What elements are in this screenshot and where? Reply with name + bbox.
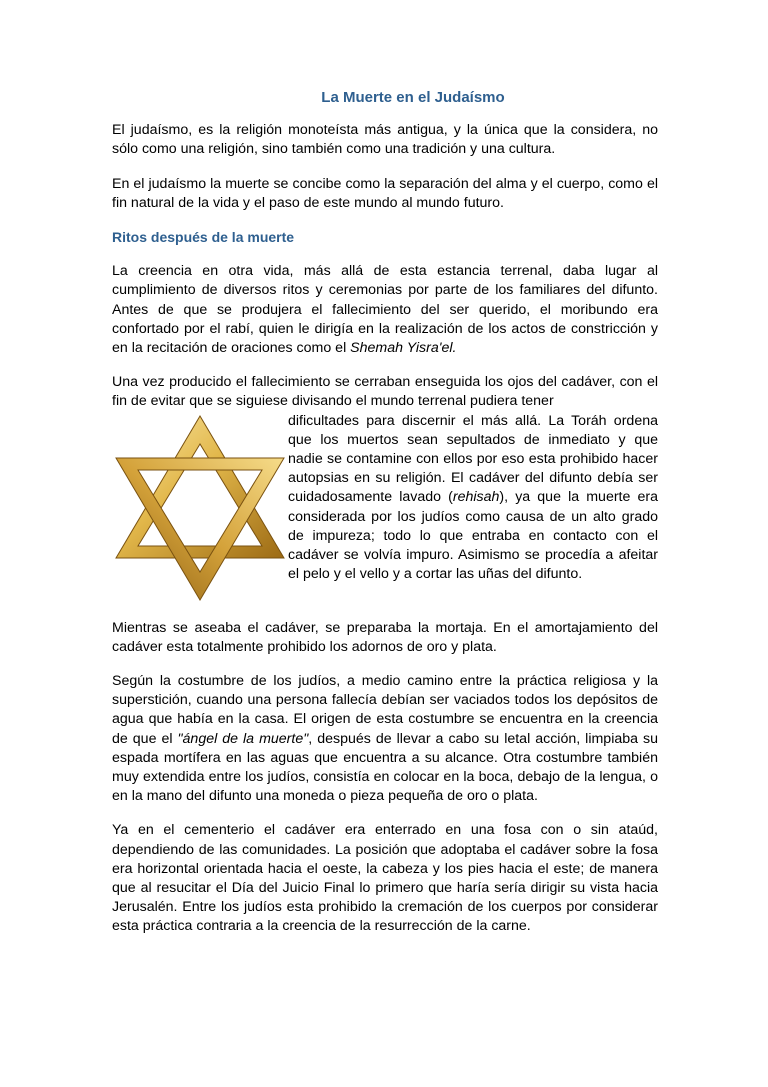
angel-of-death-term: "ángel de la muerte": [177, 730, 309, 747]
paragraph-burial-lead: Una vez producido el fallecimiento se cerraban enseguida los ojos del cadáver, con el fin de evitar que se siguiese divisando el mundo terrenal pudiera tener: [112, 374, 658, 410]
page-title: La Muerte en el Judaísmo: [321, 89, 505, 106]
paragraph-customs: [112, 672, 658, 806]
paragraph-intro: El judaísmo, es la religión monoteísta más antigua, y la única que la considera, no sólo como una religión, sino también como una tradición y una cultura.: [112, 122, 658, 158]
paragraph-burial-part2: ), ya que la muerte era considerada por los judíos como causa de un alto grado de impureza; todo lo que entraba en contacto con el cadáver se volvía impuro. Asimismo se procedía a afeitar el pelo y el vello y a cortar las uñas del difunto.: [288, 489, 659, 583]
document-page: [112, 88, 658, 952]
paragraph-burial-part1: dificultades para discernir el más allá. La Toráh ordena que los muertos sean sepultados de inmediato y que nadie se contamine con ellos por eso esta prohibido hacer autopsias en su religión. El cadáver del difunto debía ser cuidadosamente lavado (: [288, 412, 658, 506]
rehisah-term: rehisah: [452, 489, 500, 506]
paragraph-beliefs-text: La creencia en otra vida, más allá de esta estancia terrenal, daba lugar al cumplimiento de diversos ritos y ceremonias por parte de los familiares del difunto. Antes de que se produjera el fallecimiento del ser querido, el moribundo era confortado por el rabí, quien le dirigía en la realización de los actos de constricción y en la recitación de oraciones como el: [112, 263, 658, 357]
paragraph-customs-a: Según la costumbre de los judíos, a medio camino entre la práctica religiosa y la superstición, cuando una persona fallecía debían ser vaciados todos los depósitos de agua que había en la casa. El origen de esta costumbre se encuentra en la creencia de que el: [112, 673, 658, 747]
paragraph-burial-rites: [112, 373, 658, 603]
paragraph-shroud: Mientras se aseaba el cadáver, se preparaba la mortaja. En el amortajamiento del cadáver esta totalmente prohibido los adornos de oro y plata.: [112, 619, 658, 655]
paragraph-cemetery: Ya en el cementerio el cadáver era enterrado en una fosa con o sin ataúd, dependiendo de las comunidades. La posición que adoptaba el cadáver sobre la fosa era horizontal orientada hacia el oeste, la cabeza y los pies hacia el este; de manera que al resucitar el Día del Juicio Final lo primero que haría sería dirigir su vista hacia Jerusalén. Entre los judíos esta prohibido la cremación de los cuerpos por considerar esta práctica contraria a la creencia de la resurrección de la carne.: [112, 822, 658, 935]
paragraph-customs-b: , después de llevar a cabo su letal acción, limpiaba su espada mortífera en las aguas que encuentra a su alcance. Otra costumbre también muy extendida entre los judíos, consistía en colocar en la boca, debajo de la lengua, o en la mano del difunto una moneda o pieza pequeña de oro o plata.: [112, 730, 658, 805]
paragraph-death-concept: En el judaísmo la muerte se concibe como la separación del alma y el cuerpo, como el fin natural de la vida y el paso de este mundo al mundo futuro.: [112, 175, 658, 211]
section-heading: Ritos después de la muerte: [112, 229, 295, 246]
prayer-name: Shemah Yisra'el.: [350, 340, 457, 357]
paragraph-beliefs: [112, 262, 658, 358]
star-of-david-icon: [112, 412, 288, 604]
